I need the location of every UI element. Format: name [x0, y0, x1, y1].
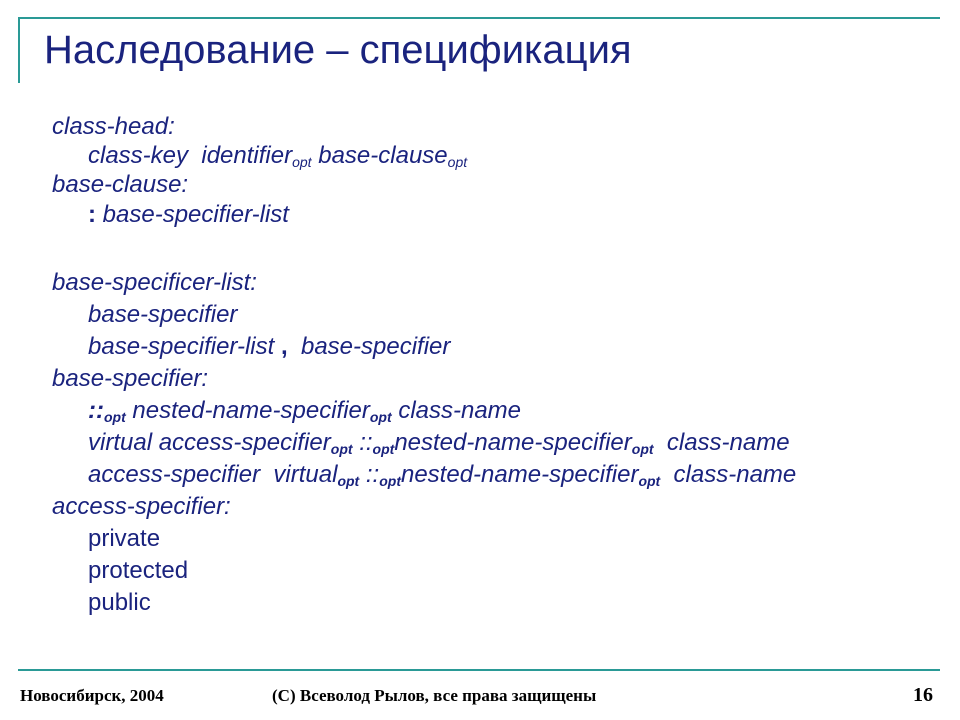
opt-subscript: opt [638, 473, 661, 489]
production-base-specifier-list: base-specificer-list: [52, 269, 257, 296]
opt-subscript: opt [372, 441, 395, 457]
footer-rule [18, 669, 940, 671]
opt-subscript: opt [369, 409, 392, 425]
grammar-listing [52, 112, 796, 619]
slide-footer [0, 680, 960, 716]
grammar-line [52, 199, 796, 231]
footer-city-year: Новосибирск, 2004 [20, 686, 164, 705]
grammar-line [52, 170, 796, 199]
term-nested-name-specifier: nested-name-specifier [400, 461, 639, 488]
opt-subscript: opt [330, 441, 353, 457]
term-base-specifier-list: base-specifier-list [102, 201, 289, 228]
term-base-specifier: base-specifier [300, 333, 451, 360]
opt-subscript: opt [379, 473, 401, 489]
keyword-protected: protected [88, 557, 189, 584]
opt-subscript: opt [337, 473, 360, 489]
term-access-specifier: access-specifier [88, 461, 261, 488]
grammar-line [52, 331, 796, 363]
term-class-name: class-name [398, 397, 522, 424]
term-class-key: class-key [88, 142, 189, 169]
opt-subscript: opt [292, 154, 312, 170]
term-virtual: virtual [88, 429, 153, 456]
production-access-specifier: access-specifier: [52, 493, 231, 520]
term-nested-name-specifier: nested-name-specifier [394, 429, 632, 456]
grammar-line [52, 427, 796, 459]
term-class-name: class-name [666, 429, 790, 456]
comma-token: , [280, 333, 288, 360]
opt-subscript: opt [447, 154, 468, 170]
scope-token: :: [88, 397, 104, 424]
term-nested-name-specifier: nested-name-specifier [132, 397, 370, 424]
grammar-line [52, 587, 796, 619]
term-virtual: virtual [273, 461, 338, 488]
page-number: 16 [913, 684, 933, 706]
grammar-line [52, 395, 796, 427]
opt-subscript: opt [103, 409, 126, 425]
colon-token: : [88, 201, 96, 228]
term-base-specifier-list: base-specifier-list [88, 333, 275, 360]
grammar-line [52, 267, 796, 299]
term-class-name: class-name [673, 461, 797, 488]
grammar-line [52, 141, 796, 170]
term-base-specifier: base-specifier [88, 301, 238, 328]
slide-title: Наследование – спецификация [44, 28, 632, 72]
keyword-public: public [88, 589, 151, 616]
blank-line [52, 231, 796, 267]
production-base-clause: base-clause: [52, 171, 189, 198]
grammar-line [52, 491, 796, 523]
grammar-line [52, 459, 796, 491]
top-rule [18, 17, 940, 19]
term-base-clause: base-clause [318, 142, 448, 169]
grammar-line [52, 555, 796, 587]
left-rule [18, 17, 20, 83]
keyword-private: private [88, 525, 161, 552]
scope-token: :: [365, 461, 380, 488]
opt-subscript: opt [631, 441, 654, 457]
grammar-line [52, 299, 796, 331]
term-identifier: identifier [201, 142, 293, 169]
production-class-head: class-head: [52, 113, 175, 140]
grammar-line [52, 112, 796, 141]
grammar-line [52, 523, 796, 555]
term-access-specifier: access-specifier [158, 429, 331, 456]
grammar-line [52, 363, 796, 395]
production-base-specifier: base-specifier: [52, 365, 209, 392]
scope-token: :: [359, 429, 373, 456]
footer-copyright: (С) Всеволод Рылов, все права защищены [272, 686, 597, 705]
